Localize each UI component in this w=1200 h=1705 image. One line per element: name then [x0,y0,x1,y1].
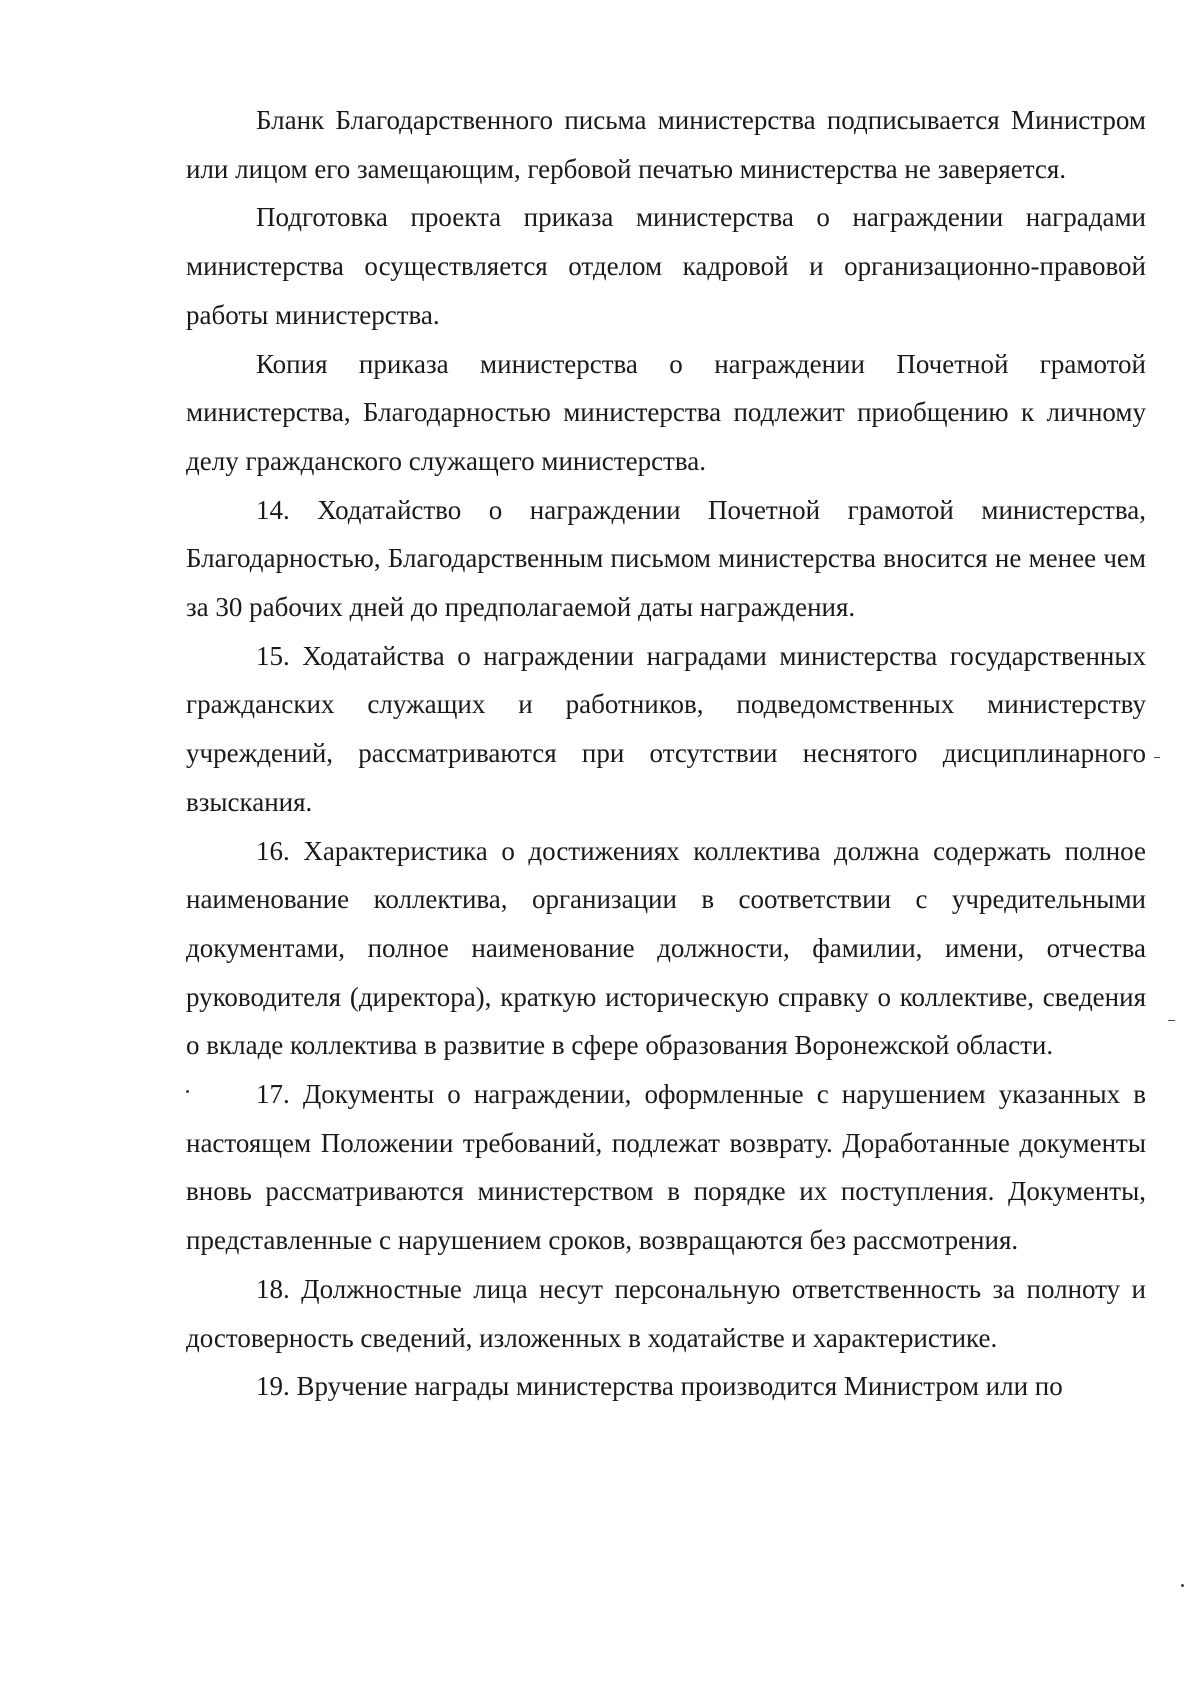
paragraph-19: 19. Вручение награды министерства производится Министром или по [256,1371,1063,1402]
scan-speck [1168,1020,1175,1021]
paragraph-letter-signing: Бланк Благодарственного письма министерства подписывается Министром или лицом его замещающим, гербовой печатью министерства не заверяется. [186,105,1146,184]
document-body [186,96,1146,1411]
paragraph-15: 15. Ходатайства о награждении наградами министерства государственных гражданских служащих и работников, подведомственных министерству учреждений, рассматриваются при отсутствии неснятого дисциплинарного взыскания. [186,640,1146,817]
paragraph-18: 18. Должностные лица несут персональную ответственность за полноту и достоверность сведений, изложенных в ходатайстве и характеристике. [186,1273,1146,1353]
scan-speck [1181,1584,1184,1587]
scan-speck [1154,757,1160,758]
scan-speck [186,1090,189,1093]
paragraph-17: 17. Документы о награждении, оформленные с нарушением указанных в настоящем Положении требований, подлежат возврату. Доработанные документы вновь рассматриваются министерством в порядке их поступления. Документы, представленные с нарушением сроков, возвращаются без рассмотрения. [186,1079,1146,1256]
paragraph-order-preparation: Подготовка проекта приказа министерства о награждении наградами министерства осуществляется отделом кадровой и организационно-правовой работы министерства. [186,202,1146,330]
paragraph-16: 16. Характеристика о достижениях коллектива должна содержать полное наименование коллектива, организации в соответствии с учредительными документами, полное наименование должности, фамилии, имени, отчества руководителя (директора), краткую историческую справку о коллективе, сведения о вкладе коллектива в развитие в сфере образования Воронежской области. [186,835,1146,1061]
paragraph-order-copy: Копия приказа министерства о награждении Почетной грамотой министерства, Благодарностью министерства подлежит приобщению к личному делу гражданского служащего министерства. [186,348,1146,476]
paragraph-14: 14. Ходатайство о награждении Почетной грамотой министерства, Благодарностью, Благодарственным письмом министерства вносится не менее чем за 30 рабочих дней до предполагаемой даты награждения. [186,494,1146,623]
